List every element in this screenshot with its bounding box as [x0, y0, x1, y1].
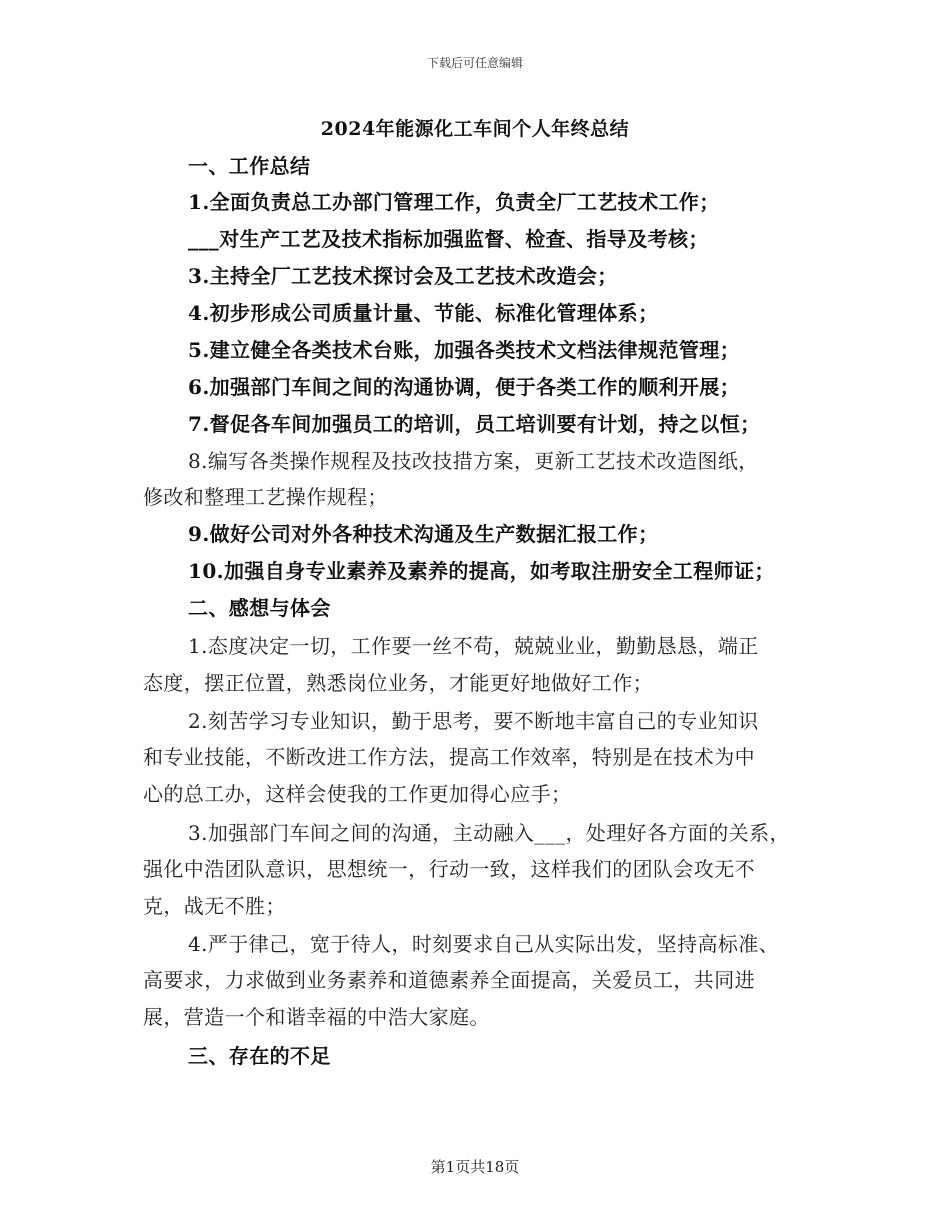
- work-item-2: ___对生产工艺及技术指标加强监督、检查、指导及考核；: [188, 227, 709, 251]
- reflection-2-line-3: 心的总工办，这样会使我的工作更加得心应手；: [143, 782, 572, 806]
- reflection-3-line-3: 克，战无不胜；: [143, 894, 286, 918]
- section-heading-reflections: 二、感想与体会: [188, 596, 331, 620]
- document-title: 2024年能源化工车间个人年终总结: [320, 118, 630, 140]
- work-item-7: 7.督促各车间加强员工的培训，员工培训要有计划，持之以恒；: [188, 412, 761, 436]
- work-item-4: 4.初步形成公司质量计量、节能、标准化管理体系；: [188, 301, 659, 325]
- section-heading-shortcomings: 三、存在的不足: [188, 1044, 331, 1068]
- work-item-5: 5.建立健全各类技术台账，加强各类技术文档法律规范管理；: [188, 338, 741, 362]
- reflection-1-line-2: 态度，摆正位置，熟悉岗位业务，才能更好地做好工作；: [143, 671, 653, 695]
- reflection-4-line-2: 高要求，力求做到业务素养和道德素养全面提高，关爱员工，共同进: [143, 968, 755, 992]
- reflection-3-line-1: 3.加强部门车间之间的沟通，主动融入___，处理好各方面的关系，: [188, 821, 790, 845]
- work-item-3: 3.主持全厂工艺技术探讨会及工艺技术改造会；: [188, 264, 618, 288]
- header-note: 下载后可任意编辑: [426, 56, 523, 70]
- work-item-9: 9.做好公司对外各种技术沟通及生产数据汇报工作；: [188, 522, 659, 546]
- reflection-4-line-3: 展，营造一个和谐幸福的中浩大家庭。: [143, 1005, 490, 1029]
- work-item-10: 10.加强自身专业素养及素养的提高，如考取注册安全工程师证；: [188, 559, 775, 583]
- page-footer: 第1页共18页: [430, 1158, 520, 1176]
- reflection-3-line-2: 强化中浩团队意识，思想统一，行动一致，这样我们的团队会攻无不: [143, 857, 755, 881]
- reflection-1-line-1: 1.态度决定一切，工作要一丝不苟，兢兢业业，勤勤恳恳，端正: [188, 634, 759, 658]
- work-item-8-line-2: 修改和整理工艺操作规程；: [143, 485, 388, 509]
- reflection-2-line-2: 和专业技能，不断改进工作方法，提高工作效率，特别是在技术为中: [143, 745, 755, 769]
- work-item-8-line-1: 8.编写各类操作规程及技改技措方案，更新工艺技术改造图纸，: [188, 449, 759, 473]
- section-heading-work-summary: 一、工作总结: [188, 154, 311, 178]
- reflection-2-line-1: 2.刻苦学习专业知识，勤于思考，要不断地丰富自己的专业知识: [188, 709, 759, 733]
- reflection-4-line-1: 4.严于律己，宽于待人，时刻要求自己从实际出发，坚持高标准、: [188, 932, 780, 956]
- work-item-1: 1.全面负责总工办部门管理工作，负责全厂工艺技术工作；: [188, 190, 720, 214]
- work-item-6: 6.加强部门车间之间的沟通协调，便于各类工作的顺利开展；: [188, 375, 741, 399]
